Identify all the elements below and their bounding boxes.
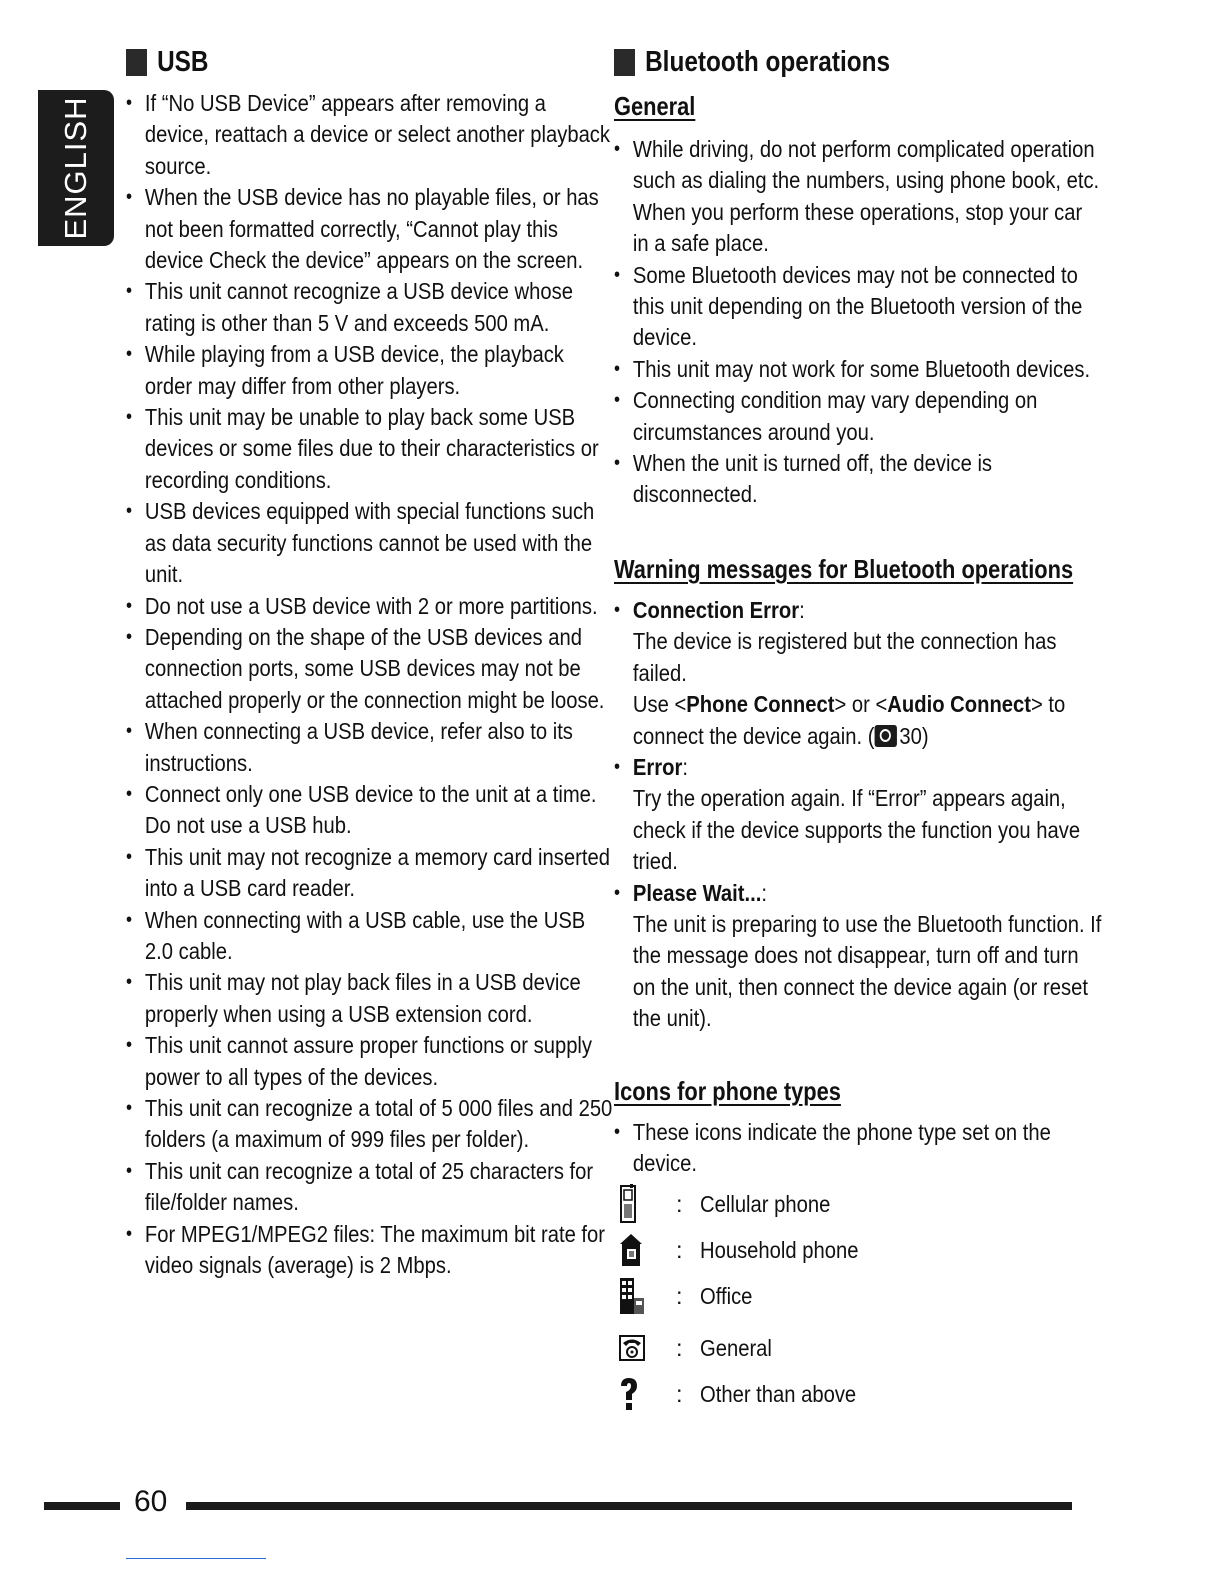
footer-rule-right (186, 1502, 1072, 1510)
bluetooth-title-text: Bluetooth operations (645, 46, 891, 78)
section-square-icon (126, 49, 147, 76)
other-phone-label: Other than above (700, 1380, 857, 1407)
page-reference: 30) (899, 722, 929, 749)
phone-type-row: : Other than above (618, 1371, 1084, 1417)
audio-connect-label: Audio Connect (887, 691, 1032, 718)
other-phone-icon (618, 1376, 666, 1412)
list-item: • When connecting a USB device, refer also to its instructions. (126, 716, 614, 779)
list-item: • This unit may not recognize a memory card inserted into a USB card reader. (126, 842, 614, 905)
phone-connect-label: Phone Connect (686, 691, 835, 718)
list-item: • Connecting condition may vary depending on circumstances around you. (614, 385, 1102, 448)
usb-notes-list (126, 88, 613, 1281)
general-list (614, 134, 1100, 511)
page-number: 60 (134, 1485, 168, 1518)
household-phone-label: Household phone (700, 1236, 859, 1263)
phone-icons-heading: Icons for phone types (614, 1075, 841, 1106)
warning-messages-list (614, 595, 1102, 1035)
bluetooth-column (614, 40, 1102, 1417)
please-wait-text: The unit is preparing to use the Bluetooth function. If the message does not disappear, turn off and turn on the unit, then connect the device again (or reset the unit). (632, 910, 1102, 1032)
general-heading: General (614, 91, 696, 121)
usb-column (126, 40, 613, 1281)
page-reference-icon (874, 725, 896, 747)
list-item: • These icons indicate the phone type set on the device. (614, 1117, 1102, 1180)
phone-type-row: : Office (618, 1273, 1084, 1319)
list-item: • Some Bluetooth devices may not be connected to this unit depending on the Bluetooth version of the device. (614, 260, 1102, 354)
error-text: Try the operation again. If “Error” appears again, check if the device supports the function you have tried. (632, 785, 1081, 875)
list-item: • For MPEG1/MPEG2 files: The maximum bit rate for video signals (average) is 2 Mbps. (126, 1219, 614, 1282)
phone-type-row: : Cellular phone (618, 1181, 1084, 1227)
list-item: • While playing from a USB device, the playback order may differ from other players. (126, 339, 614, 402)
usb-section-title (126, 40, 514, 84)
connection-error-to: > to connect the device again. ( (632, 691, 1066, 749)
language-tab (38, 90, 114, 246)
connection-error-use: Use < (632, 691, 687, 718)
list-item: • This unit cannot assure proper functions or supply power to all types of the devices. (126, 1030, 614, 1093)
usb-title-text: USB (157, 46, 209, 78)
household-phone-icon (618, 1232, 666, 1268)
list-item: • This unit may not work for some Bluetooth devices. (614, 354, 1102, 385)
error-label: Error (632, 753, 683, 780)
phone-type-row: : Household phone (618, 1227, 1084, 1273)
list-item: • When connecting with a USB cable, use the USB 2.0 cable. (126, 905, 614, 968)
list-item: • This unit can recognize a total of 25 characters for file/folder names. (126, 1156, 614, 1219)
language-tab-label: ENGLISH (58, 96, 93, 240)
please-wait-label: Please Wait... (632, 879, 762, 906)
general-phone-icon (618, 1334, 666, 1362)
list-item: • USB devices equipped with special functions such as data security functions cannot be used with the unit. (126, 496, 614, 590)
list-item: • This unit cannot recognize a USB device whose rating is other than 5 V and exceeds 500 mA. (126, 276, 614, 339)
cellular-phone-icon (618, 1184, 666, 1224)
list-item: • If “No USB Device” appears after removing a device, reattach a device or select another playback source. (126, 88, 614, 182)
general-phone-label: General (700, 1334, 772, 1361)
list-item: • This unit may be unable to play back some USB devices or some files due to their characteristics or recording conditions. (126, 402, 614, 496)
connection-error-item: • Connection Error: The device is registered but the connection has failed. Use <Phone Connect> or <Audio Connect> to connect the device again. ( 30) (614, 595, 1102, 752)
please-wait-item: • Please Wait...: The unit is preparing to use the Bluetooth function. If the message does not disappear, turn off and turn on the unit, then connect the device again (or reset the unit). (614, 878, 1102, 1035)
list-item: • This unit can recognize a total of 5 000 files and 250 folders (a maximum of 999 files per folder). (126, 1093, 614, 1156)
list-item: • When the unit is turned off, the device is disconnected. (614, 448, 1102, 511)
list-item: • This unit may not play back files in a USB device properly when using a USB extension cord. (126, 967, 614, 1030)
phone-type-row: : General (618, 1325, 1084, 1371)
list-item: • Do not use a USB device with 2 or more partitions. (126, 591, 614, 622)
connection-error-text: The device is registered but the connection has failed. (632, 628, 1057, 686)
warning-messages-heading: Warning messages for Bluetooth operations (614, 553, 1074, 584)
list-item: • Depending on the shape of the USB devices and connection ports, some USB devices may not be attached properly or the connection might be loose. (126, 622, 614, 716)
error-item: • Error: Try the operation again. If “Error” appears again, check if the device supports the function you have tried. (614, 752, 1102, 878)
phone-icons-intro-list (614, 1117, 1084, 1180)
decorative-divider (126, 1558, 266, 1559)
bluetooth-section-title (614, 40, 1009, 84)
list-item: • Connect only one USB device to the unit at a time. Do not use a USB hub. (126, 779, 614, 842)
phone-type-icons (618, 1181, 1084, 1417)
list-item: • When the USB device has no playable files, or has not been formatted correctly, “Cannot play this device Check the device” appears on the screen. (126, 182, 614, 276)
connection-error-label: Connection Error (632, 596, 800, 623)
office-phone-label: Office (700, 1282, 753, 1309)
section-square-icon (614, 49, 635, 76)
connection-error-or: > or < (834, 691, 888, 718)
cellular-phone-label: Cellular phone (700, 1190, 831, 1217)
office-phone-icon (618, 1276, 666, 1316)
list-item: • While driving, do not perform complicated operation such as dialing the numbers, using phone book, etc. When you perform these operations, stop your car in a safe place. (614, 134, 1102, 260)
footer-rule-left (44, 1502, 120, 1510)
